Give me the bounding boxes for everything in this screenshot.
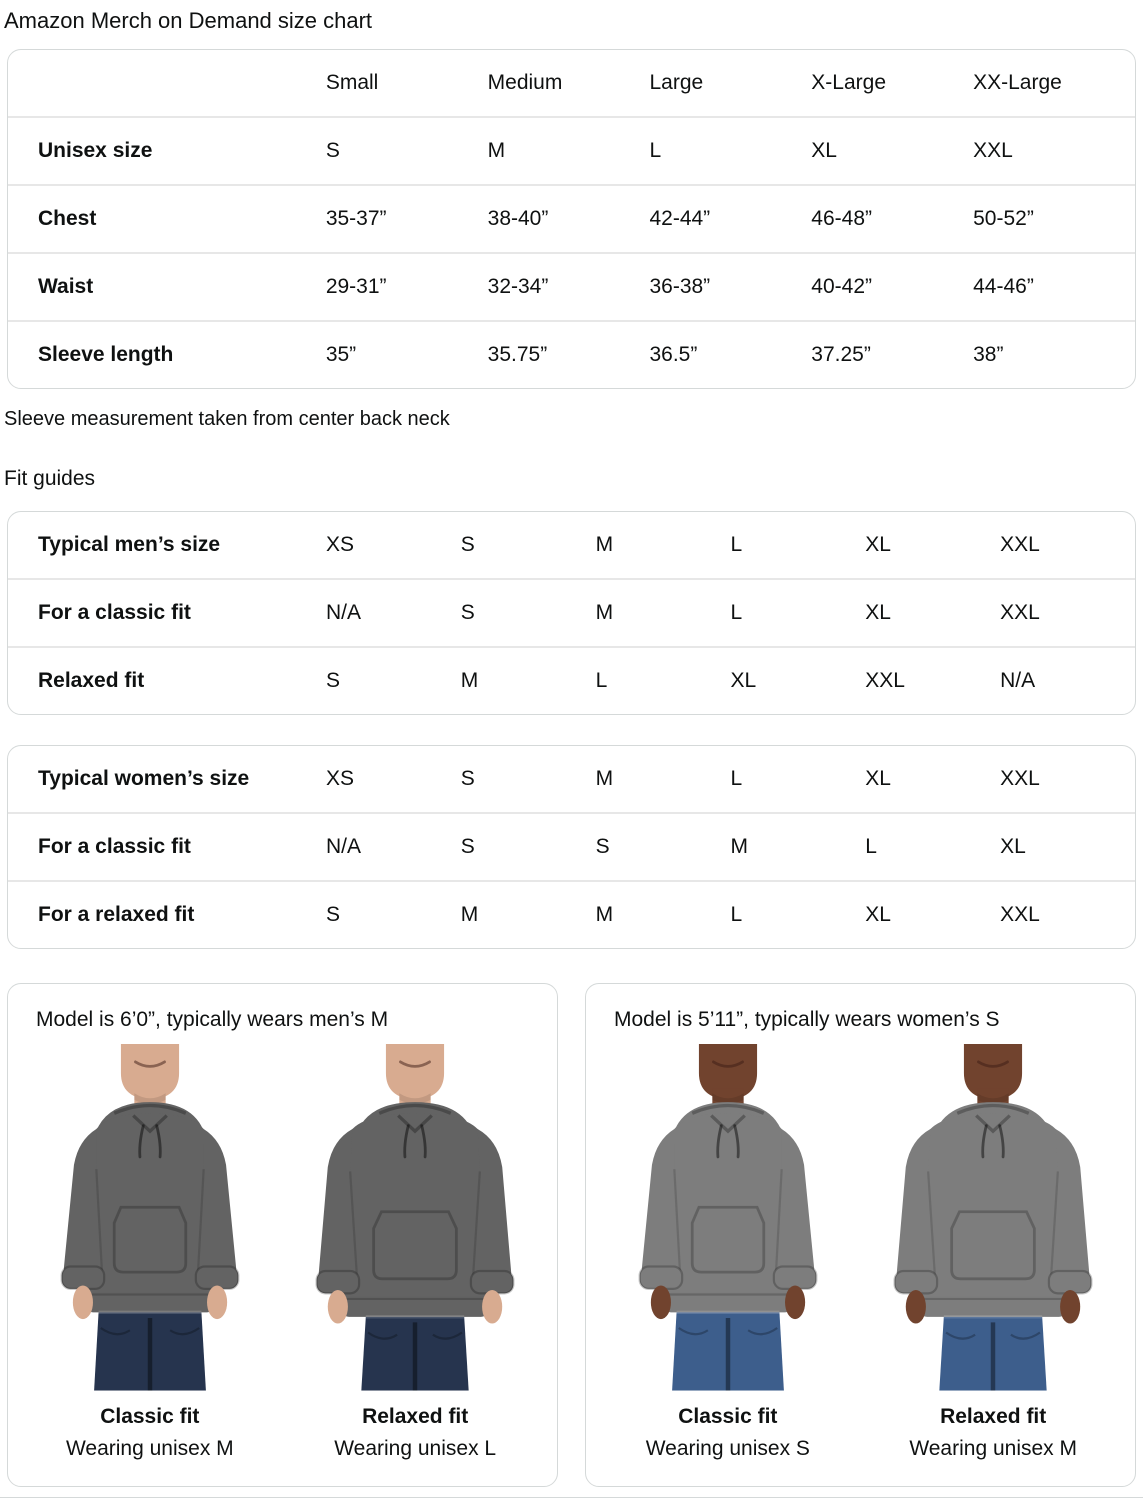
table-row-waist [8, 253, 1135, 321]
size-cell: N/A [325, 835, 361, 858]
fit-guide-men-card [7, 511, 1136, 715]
table-row-mens-relaxed-fit [8, 647, 1135, 714]
table-row-typical-mens-size [8, 512, 1135, 579]
size-cell: N/A [325, 601, 361, 624]
figure-block-classic [604, 1044, 851, 1462]
size-cell: XL [1000, 835, 1026, 858]
row-label: Typical men’s size [38, 533, 221, 556]
size-chart-table [8, 50, 1135, 388]
size-cell: S [460, 601, 475, 624]
size-cell: XXL [973, 139, 1013, 162]
model-card-men [7, 983, 558, 1487]
size-cell: 32-34” [487, 275, 549, 298]
figure-block-classic [26, 1044, 273, 1462]
size-cell: M [595, 903, 614, 926]
size-cell: XXL [865, 669, 905, 692]
row-label: For a classic fit [38, 601, 191, 624]
table-row-sleeve-length [8, 321, 1135, 388]
size-cell: L [730, 533, 743, 556]
size-cell: XXL [1000, 533, 1040, 556]
model-figures [586, 1044, 1135, 1462]
wearing-label: Wearing unisex M [909, 1436, 1077, 1460]
row-label: For a classic fit [38, 835, 191, 858]
column-header-large: Large [649, 71, 704, 94]
table-row-typical-womens-size [8, 746, 1135, 813]
wearing-label: Wearing unisex L [334, 1436, 497, 1460]
size-cell: 38-40” [487, 207, 549, 230]
size-cell: L [730, 903, 743, 926]
size-cell: 35” [325, 343, 357, 366]
table-row-chest [8, 185, 1135, 253]
column-header-x-large: X-Large [811, 71, 887, 94]
size-cell: L [595, 669, 608, 692]
size-cell: M [730, 835, 748, 858]
row-label: Chest [38, 207, 97, 230]
size-chart-card [7, 49, 1136, 389]
size-cell: S [595, 835, 610, 858]
size-cell: L [730, 601, 743, 624]
size-cell: XL [865, 601, 891, 624]
size-cell: 50-52” [973, 207, 1034, 230]
sleeve-measurement-note: Sleeve measurement taken from center back neck [4, 408, 450, 430]
column-header-small: Small [325, 71, 379, 94]
size-cell: S [325, 139, 340, 162]
size-cell: M [460, 669, 479, 692]
fit-label: Relaxed fit [940, 1404, 1047, 1428]
table-row-mens-classic-fit [8, 579, 1135, 647]
figure-block-relaxed [870, 1044, 1117, 1462]
table-row-womens-relaxed-fit [8, 881, 1135, 948]
section-divider [0, 1497, 1143, 1498]
size-chart-header-row [8, 50, 1135, 117]
column-header-medium: Medium [487, 71, 563, 94]
wearing-label: Wearing unisex S [645, 1436, 810, 1460]
size-cell: XXL [1000, 601, 1040, 624]
size-cell: S [460, 835, 475, 858]
row-label: Sleeve length [38, 343, 174, 366]
size-cell: XL [865, 533, 891, 556]
model-photo-women-classic-fit [605, 1044, 851, 1391]
size-cell: L [865, 835, 877, 858]
size-cell: XL [811, 139, 837, 162]
size-cell: XL [865, 903, 891, 926]
size-cell: XL [730, 669, 757, 692]
size-cell: M [487, 139, 506, 162]
size-cell: L [649, 139, 662, 162]
model-figures [8, 1044, 557, 1462]
row-label: Relaxed fit [38, 669, 145, 692]
page-title: Amazon Merch on Demand size chart [4, 8, 373, 33]
size-cell: 36-38” [649, 275, 711, 298]
size-cell: 46-48” [811, 207, 872, 230]
size-cell: N/A [1000, 669, 1036, 692]
size-cell: XS [325, 533, 354, 556]
fit-guide-women-table [8, 746, 1135, 948]
size-cell: XXL [1000, 903, 1040, 926]
row-label: Waist [38, 275, 94, 298]
row-label: For a relaxed fit [38, 903, 195, 926]
model-photo-women-relaxed-fit [870, 1044, 1116, 1391]
size-cell: 35.75” [487, 343, 548, 366]
row-label: Unisex size [38, 139, 153, 162]
size-cell: 38” [973, 343, 1004, 366]
fit-guide-women-card [7, 745, 1136, 949]
table-row-unisex-size [8, 117, 1135, 185]
size-cell: M [595, 533, 614, 556]
row-label: Typical women’s size [38, 767, 250, 790]
table-row-womens-classic-fit [8, 813, 1135, 881]
fit-label: Classic fit [678, 1404, 778, 1428]
size-cell: 40-42” [811, 275, 872, 298]
size-cell: XXL [1000, 767, 1040, 790]
fit-guides-heading: Fit guides [4, 467, 96, 490]
figure-block-relaxed [292, 1044, 539, 1462]
column-header-xx-large: XX-Large [973, 71, 1062, 94]
size-cell: 42-44” [649, 207, 711, 230]
size-cell: 36.5” [649, 343, 698, 366]
model-card-women [585, 983, 1136, 1487]
column-header-blank [8, 50, 326, 117]
size-cell: L [730, 767, 743, 790]
wearing-label: Wearing unisex M [65, 1436, 234, 1460]
fit-guide-men-table [8, 512, 1135, 714]
size-cell: M [595, 601, 614, 624]
size-cell: 35-37” [325, 207, 387, 230]
size-cell: S [460, 767, 475, 790]
model-photo-men-classic-fit [27, 1044, 273, 1391]
size-cell: S [460, 533, 475, 556]
size-cell: S [325, 669, 340, 692]
model-photo-men-relaxed-fit [292, 1044, 538, 1391]
size-cell: M [595, 767, 614, 790]
size-cell: 44-46” [973, 275, 1034, 298]
model-card-title: Model is 5’11”, typically wears women’s S [614, 1008, 1000, 1031]
size-cell: XL [865, 767, 891, 790]
size-cell: S [325, 903, 340, 926]
fit-label: Relaxed fit [362, 1404, 469, 1428]
size-cell: M [460, 903, 479, 926]
model-card-title: Model is 6’0”, typically wears men’s M [36, 1008, 389, 1031]
fit-label: Classic fit [100, 1404, 200, 1428]
size-cell: 37.25” [811, 343, 871, 366]
size-cell: 29-31” [325, 275, 387, 298]
size-cell: XS [325, 767, 354, 790]
model-cards-row [7, 983, 1136, 1487]
